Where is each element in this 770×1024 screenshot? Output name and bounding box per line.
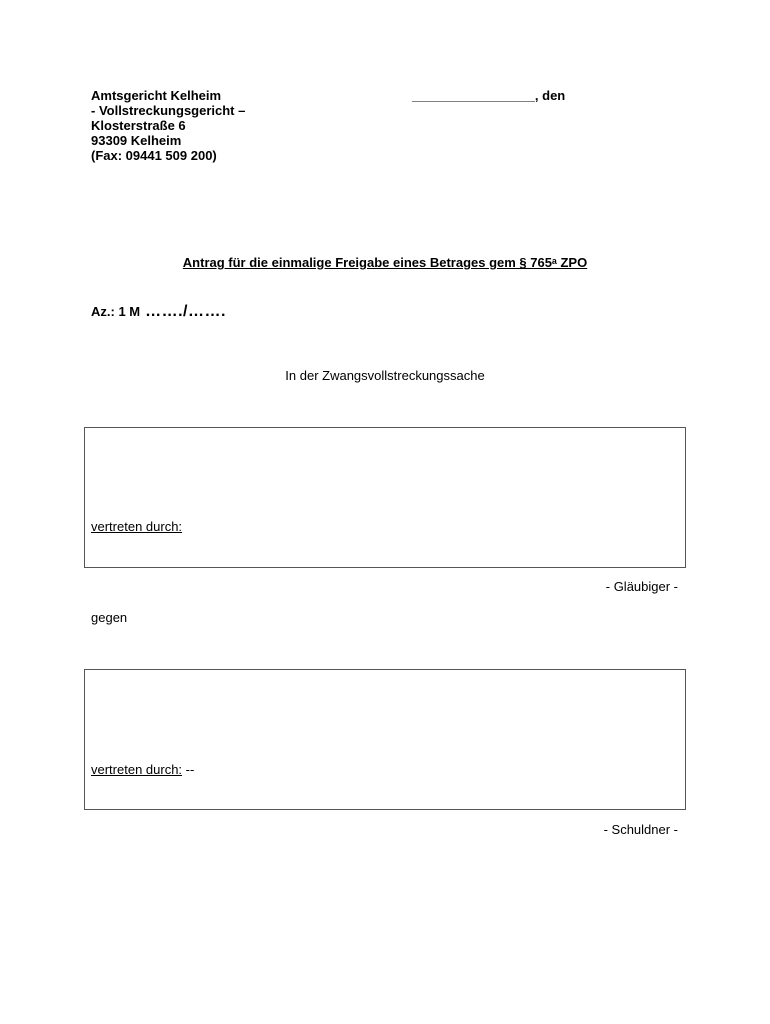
debtor-represented bbox=[91, 762, 194, 777]
document-title: Antrag für die einmalige Freigabe eines Betrages gem § 765ᵃ ZPO bbox=[182, 255, 588, 270]
debtor-role: - Schuldner - bbox=[603, 822, 678, 837]
court-street: Klosterstraße 6 bbox=[91, 118, 186, 133]
case-number-label: Az.: 1 M bbox=[91, 304, 141, 319]
case-number bbox=[91, 303, 226, 321]
debtor-represented-label: vertreten durch: bbox=[91, 762, 183, 777]
court-fax: (Fax: 09441 509 200) bbox=[91, 148, 217, 163]
creditor-role: - Gläubiger - bbox=[605, 579, 678, 594]
creditor-represented-label: vertreten durch: bbox=[91, 519, 183, 534]
debtor-box bbox=[84, 669, 686, 810]
date-line: _________________, den bbox=[412, 88, 566, 103]
versus-text: gegen bbox=[91, 610, 128, 625]
intro-text: In der Zwangsvollstreckungssache bbox=[285, 368, 485, 383]
court-city: 93309 Kelheim bbox=[91, 133, 182, 148]
creditor-represented bbox=[91, 519, 182, 534]
court-name: Amtsgericht Kelheim bbox=[91, 88, 222, 103]
case-number-value: ……./……. bbox=[140, 303, 226, 320]
debtor-represented-value: -- bbox=[182, 762, 195, 777]
creditor-box bbox=[84, 427, 686, 568]
court-department: - Vollstreckungsgericht – bbox=[91, 103, 246, 118]
court-address bbox=[91, 88, 245, 163]
